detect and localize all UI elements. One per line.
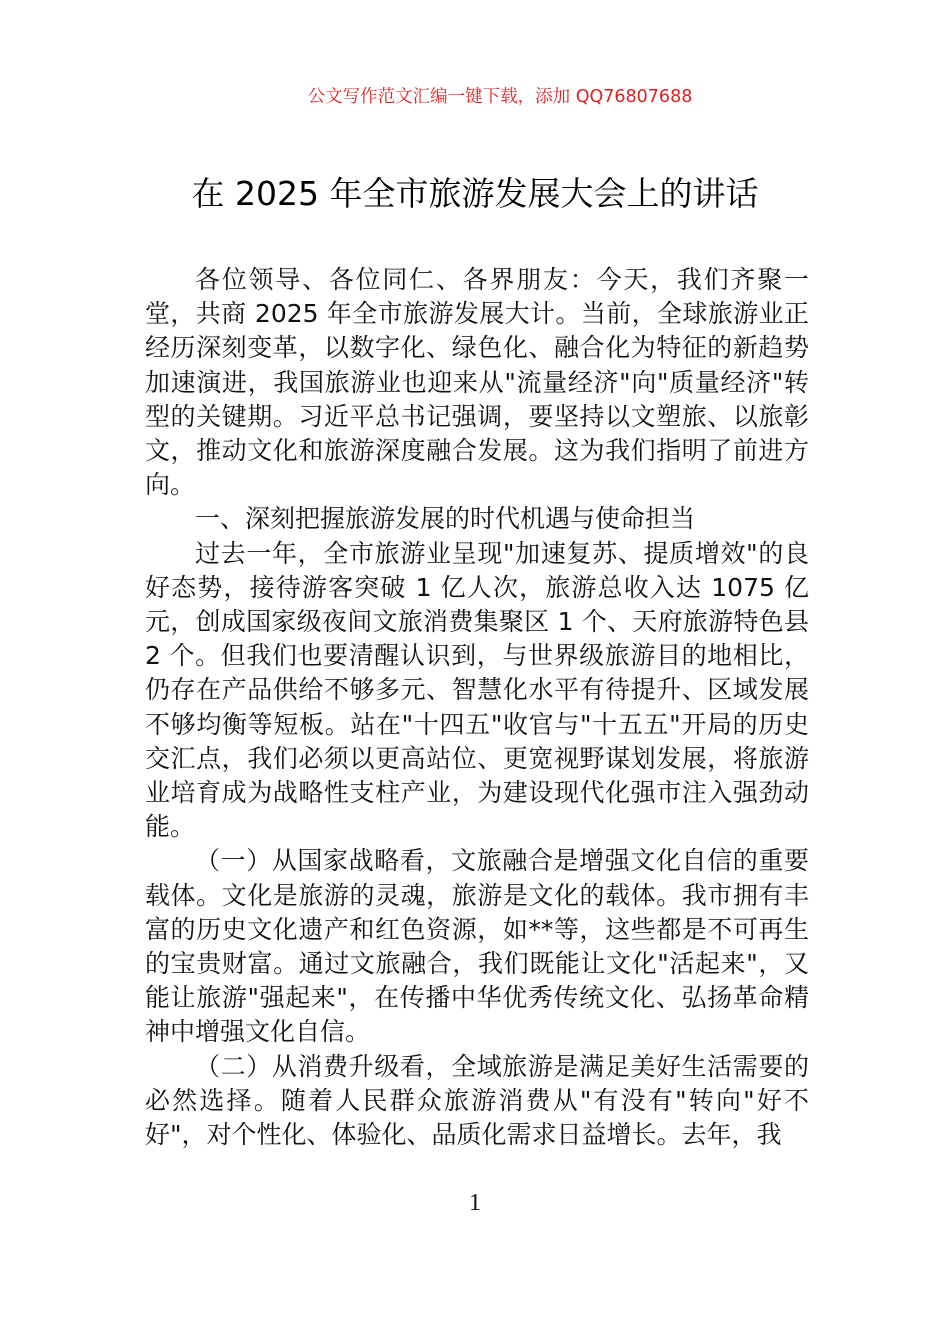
paragraph-review: 过去一年，全市旅游业呈现"加速复苏、提质增效"的良好态势，接待游客突破 1 亿人次，旅游总收入达 1075 亿元，创成国家级夜间文旅消费集聚区 1 个、天府旅游特色县 2 个。但我们也要清醒认识到，与世界级旅游目的地相比，仍存在产品供给不够多元、智慧化水平有待提升、区域发展不够均衡等短板。站在"十四五"收官与"十五五"开局的历史交汇点，我们必须以更高站位、更宽视野谋划发展，将旅游业培育成为战略性支柱产业，为建设现代化强市注入强劲动能。 xyxy=(145,538,809,842)
document-body xyxy=(145,263,809,1152)
document-title: 在 2025 年全市旅游发展大会上的讲话 xyxy=(191,174,759,213)
paragraph-opening: 各位领导、各位同仁、各界朋友：今天，我们齐聚一堂，共商 2025 年全市旅游发展大计。当前，全球旅游业正经历深刻变革，以数字化、绿色化、融合化为特征的新趋势加速演进，我国旅游业也迎来从"流量经济"向"质量经济"转型的关键期。习近平总书记强调，要坚持以文塑旅、以旅彰文，推动文化和旅游深度融合发展。这为我们指明了前进方向。 xyxy=(145,265,809,500)
paragraph-subsection-1: （一）从国家战略看，文旅融合是增强文化自信的重要载体。文化是旅游的灵魂，旅游是文化的载体。我市拥有丰富的历史文化遗产和红色资源，如**等，这些都是不可再生的宝贵财富。通过文旅融合，我们既能让文化"活起来"，又能让旅游"强起来"，在传播中华优秀传统文化、弘扬革命精神中增强文化自信。 xyxy=(145,846,809,1047)
section-heading-1: 一、深刻把握旅游发展的时代机遇与使命担当 xyxy=(195,504,696,534)
watermark-header: 公文写作范文汇编一键下载，添加 QQ76807688 xyxy=(307,87,693,107)
paragraph-subsection-2: （二）从消费升级看，全域旅游是满足美好生活需要的必然选择。随着人民群众旅游消费从"有没有"转向"好不好"，对个性化、体验化、品质化需求日益增长。去年，我 xyxy=(145,1051,809,1150)
page-number: 1 xyxy=(469,1190,481,1216)
